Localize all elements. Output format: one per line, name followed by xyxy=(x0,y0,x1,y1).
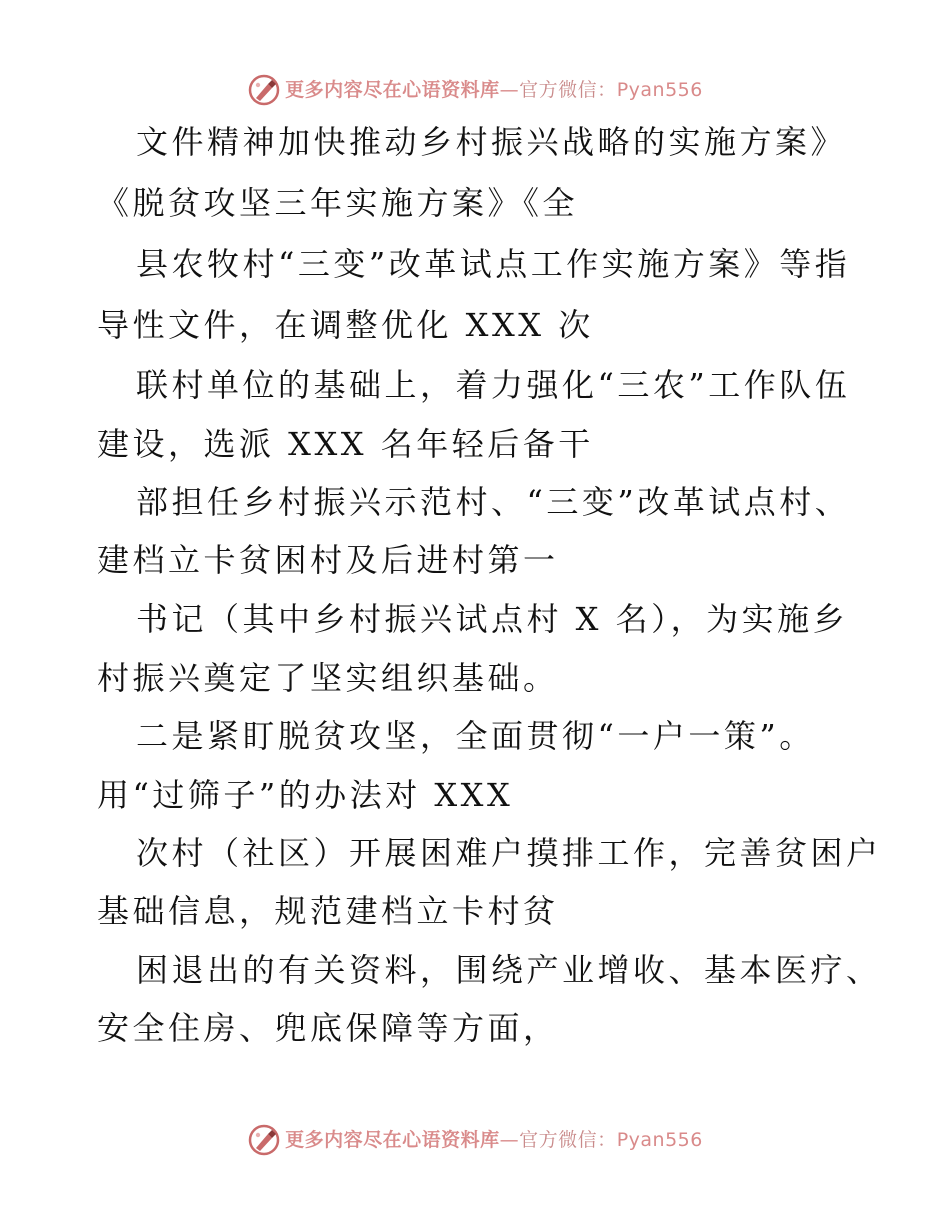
text-line: 县农牧村“三变”改革试点工作实施方案》等指 xyxy=(136,245,851,283)
watermark-wechat-id: Pyan556 xyxy=(616,1128,703,1151)
watermark-wechat-label: 官方微信： xyxy=(519,1128,617,1151)
watermark-separator: — xyxy=(499,78,520,101)
text-line: 书记（其中乡村振兴试点村 X 名），为实施乡 xyxy=(136,600,849,638)
text-line: 《脱贫攻坚三年实施方案》《全 xyxy=(97,184,579,222)
text-line: 安全住房、兜底保障等方面， xyxy=(97,1009,559,1047)
text-line: 文件精神加快推动乡村振兴战略的实施方案》 xyxy=(136,123,847,161)
watermark-text xyxy=(285,1128,703,1151)
text-line: 基础信息，规范建档立卡村贫 xyxy=(97,892,559,930)
text-line: 用“过筛子”的办法对 XXX xyxy=(97,776,514,814)
watermark-wechat-id: Pyan556 xyxy=(616,78,703,101)
text-line: 二是紧盯脱贫攻坚，全面贯彻“一户一策”。 xyxy=(136,717,815,755)
text-line: 次村（社区）开展困难户摸排工作，完善贫困户 xyxy=(136,834,882,872)
text-line: 建档立卡贫困村及后进村第一 xyxy=(97,541,559,579)
text-line: 部担任乡村振兴示范村、“三变”改革试点村、 xyxy=(136,483,851,521)
pen-logo-icon xyxy=(247,73,281,107)
watermark-wechat-label: 官方微信： xyxy=(519,78,617,101)
pen-logo-icon xyxy=(247,1123,281,1157)
watermark-text xyxy=(285,78,703,101)
watermark-separator: — xyxy=(499,1128,520,1151)
text-line: 导性文件，在调整优化 XXX 次 xyxy=(97,306,594,344)
text-line: 困退出的有关资料，围绕产业增收、基本医疗、 xyxy=(136,951,882,989)
text-line: 联村单位的基础上，着力强化“三农”工作队伍 xyxy=(136,366,851,404)
header-watermark xyxy=(0,70,950,110)
footer-watermark xyxy=(0,1120,950,1160)
text-line: 建设，选派 XXX 名年轻后备干 xyxy=(97,425,594,463)
watermark-main: 更多内容尽在心语资料库 xyxy=(285,78,500,101)
watermark-main: 更多内容尽在心语资料库 xyxy=(285,1128,500,1151)
text-line: 村振兴奠定了坚实组织基础。 xyxy=(97,659,559,697)
